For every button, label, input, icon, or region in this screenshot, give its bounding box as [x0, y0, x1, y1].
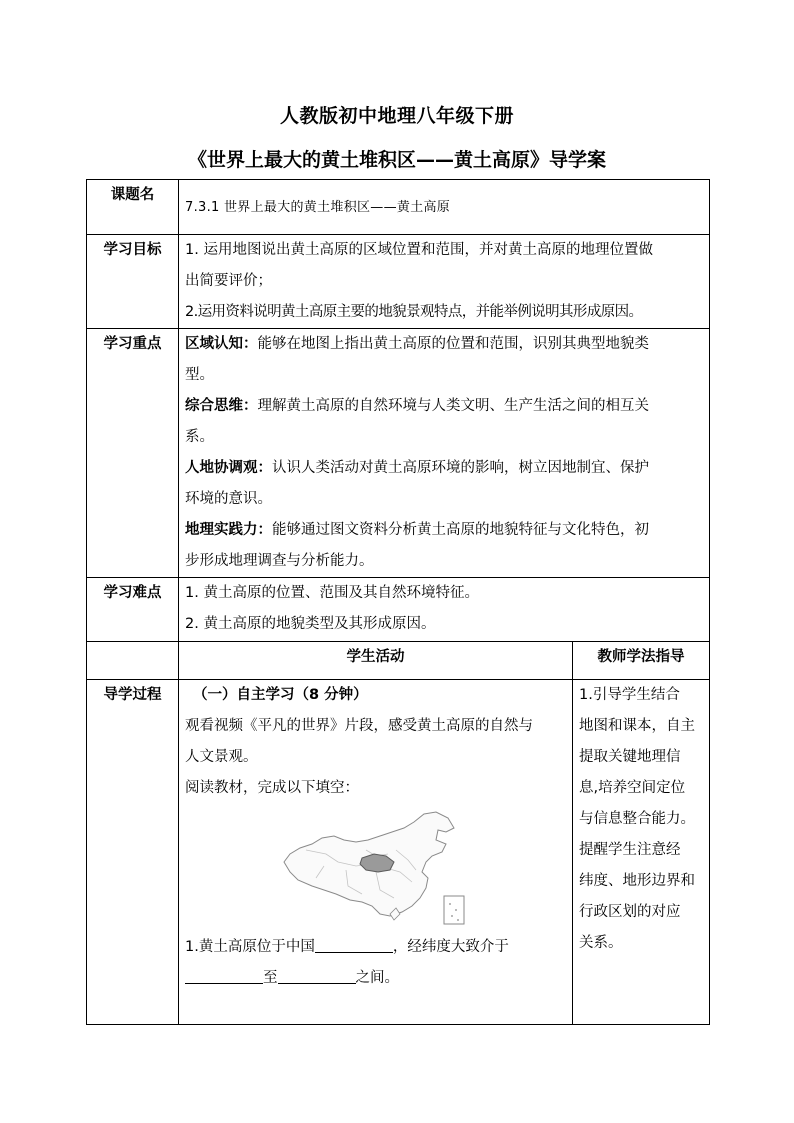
question-1-line1: [185, 932, 566, 963]
header-student-activity: 学生活动: [179, 642, 573, 680]
lesson-plan-table: [86, 179, 710, 1025]
china-map-figure: [185, 804, 566, 932]
doc-title-line1: 人教版初中地理八年级下册: [279, 105, 514, 127]
guide-line: 关系。: [579, 935, 623, 951]
focus-text: 系。: [185, 429, 214, 445]
doc-title-line2: 《世界上最大的黄土堆积区——黄土高原》导学案: [187, 149, 606, 171]
guide-line: 提醒学生注意经: [579, 842, 681, 858]
row-focus: [87, 329, 710, 578]
topic-value-cell: [179, 180, 710, 235]
empty-header-cell: [87, 642, 179, 680]
goal-line: 出简要评价；: [185, 273, 272, 289]
china-map-icon: [276, 810, 476, 928]
guide-line: 与信息整合能力。: [579, 811, 695, 827]
guide-line: 1.引导学生结合: [579, 687, 680, 703]
label-topic: 课题名: [87, 180, 179, 235]
row-topic: [87, 180, 710, 235]
focus-term: 地理实践力：: [185, 522, 272, 538]
blank-coordinate-to[interactable]: [278, 969, 356, 985]
focus-text: 步形成地理调查与分析能力。: [185, 553, 374, 569]
goal-line: 1. 运用地图说出黄土高原的区域位置和范围，并对黄土高原的地理位置做: [185, 242, 653, 258]
focus-item-line: [185, 329, 703, 360]
q1-text: 1.黄土高原位于中国: [185, 939, 315, 955]
focus-text: 认识人类活动对黄土高原环境的影响，树立因地制宜、保护: [272, 460, 649, 476]
focus-item-line: [185, 515, 703, 546]
row-column-headers: [87, 642, 710, 680]
goals-cell: [179, 235, 710, 329]
header-teacher-guidance: 教师学法指导: [573, 642, 710, 680]
focus-text: 理解黄土高原的自然环境与人类文明、生产生活之间的相互关: [257, 398, 649, 414]
blank-coordinate-from[interactable]: [185, 969, 263, 985]
teacher-guidance-cell: [573, 680, 710, 1025]
focus-cell: [179, 329, 710, 578]
focus-term: 区域认知：: [185, 336, 258, 352]
intro-line: 人文景观。: [185, 749, 258, 765]
row-difficulty: [87, 578, 710, 642]
guide-line: 纬度、地形边界和: [579, 873, 695, 889]
label-goals: 学习目标: [87, 235, 179, 329]
blank-location[interactable]: [315, 938, 393, 954]
difficulty-line: 1. 黄土高原的位置、范围及其自然环境特征。: [185, 585, 479, 601]
difficulty-line: 2. 黄土高原的地貌类型及其形成原因。: [185, 616, 436, 632]
row-goals: [87, 235, 710, 329]
focus-term: 综合思维：: [185, 398, 258, 414]
intro-line: 阅读教材，完成以下填空：: [185, 780, 359, 796]
q1-text: ，经纬度大致介于: [392, 939, 509, 955]
difficulty-cell: [179, 578, 710, 642]
student-activity-cell: [179, 680, 573, 1025]
guide-line: 行政区划的对应: [579, 904, 681, 920]
guide-line: 地图和课本，自主: [579, 718, 695, 734]
question-1-line2: [185, 963, 566, 994]
label-difficulty: 学习难点: [87, 578, 179, 642]
focus-item-line: [185, 391, 703, 422]
guide-line: 息,培养空间定位: [579, 780, 686, 796]
focus-text: 型。: [185, 367, 214, 383]
focus-item-line: [185, 453, 703, 484]
row-process: [87, 680, 710, 1025]
q1-text: 之间。: [355, 970, 399, 986]
topic-value: 7.3.1 世界上最大的黄土堆积区——黄土高原: [185, 199, 451, 215]
focus-text: 能够通过图文资料分析黄土高原的地貌特征与文化特色，初: [272, 522, 649, 538]
intro-line: 观看视频《平凡的世界》片段，感受黄土高原的自然与: [185, 718, 533, 734]
section-title: （一）自主学习（8 分钟）: [193, 687, 368, 703]
guide-line: 提取关键地理信: [579, 749, 681, 765]
label-process: 导学过程: [87, 680, 179, 1025]
label-focus: 学习重点: [87, 329, 179, 578]
focus-text: 环境的意识。: [185, 491, 272, 507]
focus-text: 能够在地图上指出黄土高原的位置和范围，识别其典型地貌类: [257, 336, 649, 352]
q1-text: 至: [263, 970, 278, 986]
goal-line: 2.运用资料说明黄土高原主要的地貌景观特点，并能举例说明其形成原因。: [185, 304, 643, 320]
focus-term: 人地协调观：: [185, 460, 272, 476]
